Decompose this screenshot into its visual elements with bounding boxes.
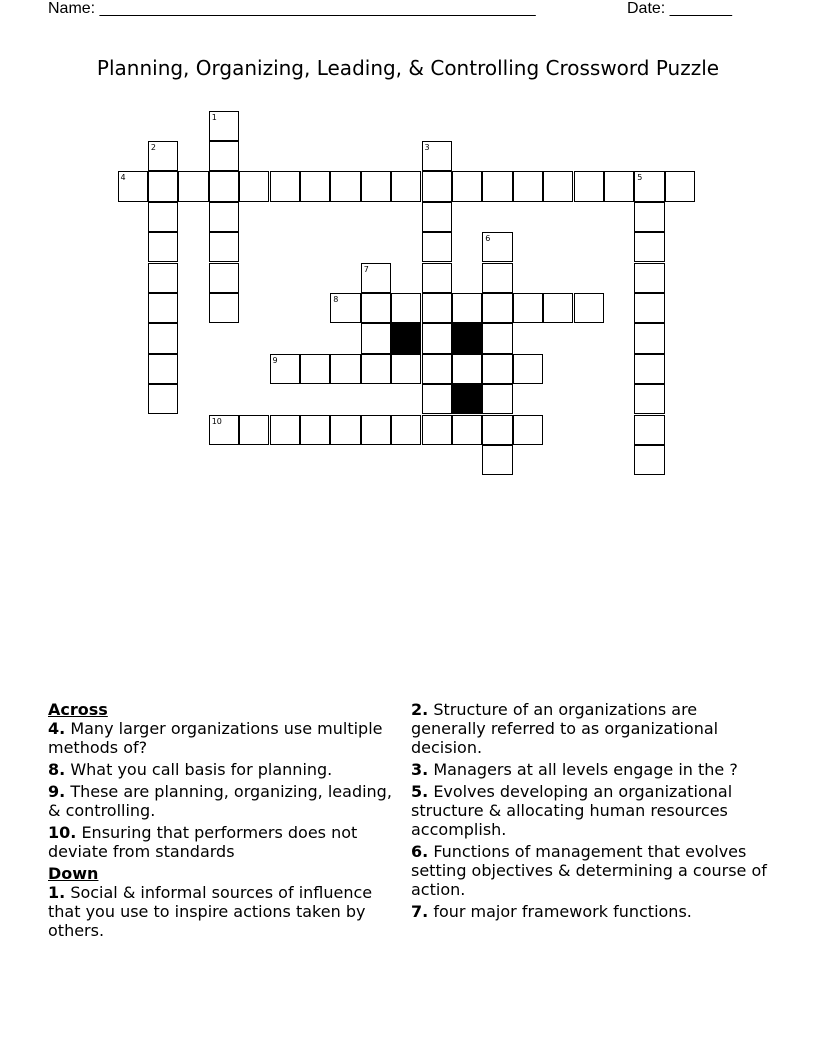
- grid-cell[interactable]: [452, 354, 482, 384]
- grid-cell[interactable]: [361, 293, 391, 323]
- grid-cell[interactable]: [209, 415, 239, 445]
- clue-number: 5.: [411, 782, 429, 801]
- grid-cell[interactable]: [634, 202, 664, 232]
- grid-cell[interactable]: [300, 354, 330, 384]
- clue-item: [48, 719, 400, 757]
- grid-cell[interactable]: [422, 232, 452, 262]
- grid-cell[interactable]: [330, 293, 360, 323]
- clue-item: [48, 823, 400, 861]
- grid-cell[interactable]: [482, 232, 512, 262]
- grid-cell[interactable]: [482, 384, 512, 414]
- clue-number: 9.: [48, 782, 66, 801]
- grid-cell[interactable]: [209, 263, 239, 293]
- grid-cell[interactable]: [452, 171, 482, 201]
- clue-text: four major framework functions.: [433, 902, 692, 921]
- clue-number: 4: [120, 173, 126, 183]
- grid-cell[interactable]: [482, 293, 512, 323]
- grid-cell[interactable]: [482, 323, 512, 353]
- clue-number: 1.: [48, 883, 66, 902]
- grid-cell[interactable]: [422, 141, 452, 171]
- grid-cell[interactable]: [543, 293, 573, 323]
- clue-number: 8.: [48, 760, 66, 779]
- across-heading: Across: [48, 700, 108, 719]
- grid-cell[interactable]: [422, 384, 452, 414]
- clue-number: 3: [424, 142, 430, 152]
- clue-number: 8: [333, 294, 339, 304]
- clues-column-right: [411, 700, 773, 924]
- clue-number: 3.: [411, 760, 429, 779]
- grid-cell[interactable]: [148, 232, 178, 262]
- grid-cell[interactable]: [634, 354, 664, 384]
- grid-cell[interactable]: [300, 415, 330, 445]
- grid-cell[interactable]: [118, 171, 148, 201]
- grid-cell[interactable]: [270, 354, 300, 384]
- grid-cell[interactable]: [391, 415, 421, 445]
- grid-cell[interactable]: [330, 171, 360, 201]
- clue-item: [411, 842, 773, 899]
- blocked-cell: [452, 323, 482, 353]
- clue-text: Ensuring that performers does not deviate from standards: [48, 823, 358, 861]
- down-clue-list-continued: [411, 700, 773, 921]
- grid-cell[interactable]: [178, 171, 208, 201]
- clue-text: These are planning, organizing, leading, & controlling.: [48, 782, 392, 820]
- grid-cell[interactable]: [300, 171, 330, 201]
- crossword-grid: [0, 0, 816, 520]
- grid-cell[interactable]: [574, 293, 604, 323]
- grid-cell[interactable]: [391, 293, 421, 323]
- grid-cell[interactable]: [634, 171, 664, 201]
- grid-cell[interactable]: [422, 263, 452, 293]
- grid-cell[interactable]: [634, 293, 664, 323]
- grid-cell[interactable]: [513, 171, 543, 201]
- clue-text: What you call basis for planning.: [70, 760, 333, 779]
- grid-cell[interactable]: [482, 354, 512, 384]
- grid-cell[interactable]: [665, 171, 695, 201]
- clue-text: Managers at all levels engage in the ?: [433, 760, 738, 779]
- grid-cell[interactable]: [148, 141, 178, 171]
- grid-cell[interactable]: [361, 171, 391, 201]
- clues-column-left: [48, 700, 400, 943]
- grid-cell[interactable]: [239, 171, 269, 201]
- clue-item: [411, 700, 773, 757]
- grid-cell[interactable]: [209, 141, 239, 171]
- clue-number: 10.: [48, 823, 77, 842]
- grid-cell[interactable]: [148, 293, 178, 323]
- grid-cell[interactable]: [452, 415, 482, 445]
- clue-text: Structure of an organizations are generally referred to as organizational decision.: [411, 700, 719, 757]
- grid-cell[interactable]: [422, 202, 452, 232]
- grid-cell[interactable]: [361, 354, 391, 384]
- clue-number: 10: [211, 416, 222, 426]
- grid-cell[interactable]: [604, 171, 634, 201]
- grid-cell[interactable]: [482, 445, 512, 475]
- clue-item: [48, 782, 400, 820]
- clue-item: [411, 782, 773, 839]
- grid-cell[interactable]: [422, 171, 452, 201]
- clue-number: 9: [272, 355, 278, 365]
- grid-cell[interactable]: [634, 384, 664, 414]
- grid-cell[interactable]: [482, 171, 512, 201]
- grid-cell[interactable]: [361, 263, 391, 293]
- grid-cell[interactable]: [422, 415, 452, 445]
- grid-cell[interactable]: [361, 415, 391, 445]
- down-clue-list: [48, 883, 400, 940]
- grid-cell[interactable]: [543, 171, 573, 201]
- date-field[interactable]: Date: _______: [627, 0, 732, 17]
- grid-cell[interactable]: [148, 171, 178, 201]
- clue-number: 6.: [411, 842, 429, 861]
- grid-cell[interactable]: [361, 323, 391, 353]
- grid-cell[interactable]: [239, 415, 269, 445]
- clue-item: [48, 760, 400, 779]
- grid-cell[interactable]: [209, 111, 239, 141]
- clue-number: 6: [485, 234, 491, 244]
- grid-cell[interactable]: [482, 263, 512, 293]
- clue-number: 1: [211, 112, 217, 122]
- clue-text: Functions of management that evolves setting objectives & determining a course of action.: [411, 842, 767, 899]
- down-heading: Down: [48, 864, 99, 883]
- grid-cell[interactable]: [270, 171, 300, 201]
- grid-cell[interactable]: [634, 263, 664, 293]
- grid-cell[interactable]: [634, 415, 664, 445]
- grid-cell[interactable]: [574, 171, 604, 201]
- clue-item: [411, 902, 773, 921]
- clue-number: 2.: [411, 700, 429, 719]
- grid-cell[interactable]: [422, 293, 452, 323]
- grid-cell[interactable]: [513, 354, 543, 384]
- grid-cell[interactable]: [330, 415, 360, 445]
- grid-cell[interactable]: [513, 415, 543, 445]
- grid-cell[interactable]: [634, 232, 664, 262]
- name-field[interactable]: Name: _________________________________________________: [48, 0, 536, 17]
- grid-cell[interactable]: [482, 415, 512, 445]
- grid-cell[interactable]: [209, 232, 239, 262]
- grid-cell[interactable]: [330, 354, 360, 384]
- clue-number: 7: [363, 264, 369, 274]
- grid-cell[interactable]: [209, 202, 239, 232]
- grid-cell[interactable]: [391, 171, 421, 201]
- clue-text: Social & informal sources of influence that you use to inspire actions taken by others.: [48, 883, 373, 940]
- grid-cell[interactable]: [270, 415, 300, 445]
- clue-text: Evolves developing an organizational structure & allocating human resources accomplish.: [411, 782, 733, 839]
- grid-cell[interactable]: [209, 171, 239, 201]
- grid-cell[interactable]: [148, 323, 178, 353]
- blocked-cell: [452, 384, 482, 414]
- clue-number: 5: [637, 173, 643, 183]
- grid-cell[interactable]: [422, 354, 452, 384]
- grid-cell[interactable]: [422, 323, 452, 353]
- grid-cell[interactable]: [634, 445, 664, 475]
- grid-cell[interactable]: [148, 354, 178, 384]
- clue-item: [48, 883, 400, 940]
- clue-text: Many larger organizations use multiple methods of?: [48, 719, 383, 757]
- grid-cell[interactable]: [148, 263, 178, 293]
- grid-cell[interactable]: [391, 354, 421, 384]
- blocked-cell: [391, 323, 421, 353]
- grid-cell[interactable]: [634, 323, 664, 353]
- puzzle-title: Planning, Organizing, Leading, & Controlling Crossword Puzzle: [96, 56, 720, 80]
- grid-cell[interactable]: [148, 384, 178, 414]
- grid-cell[interactable]: [209, 293, 239, 323]
- grid-cell[interactable]: [452, 293, 482, 323]
- grid-cell[interactable]: [148, 202, 178, 232]
- clue-item: [411, 760, 773, 779]
- clue-number: 4.: [48, 719, 66, 738]
- across-clue-list: [48, 719, 400, 861]
- grid-cell[interactable]: [513, 293, 543, 323]
- clue-number: 7.: [411, 902, 429, 921]
- clue-number: 2: [150, 142, 156, 152]
